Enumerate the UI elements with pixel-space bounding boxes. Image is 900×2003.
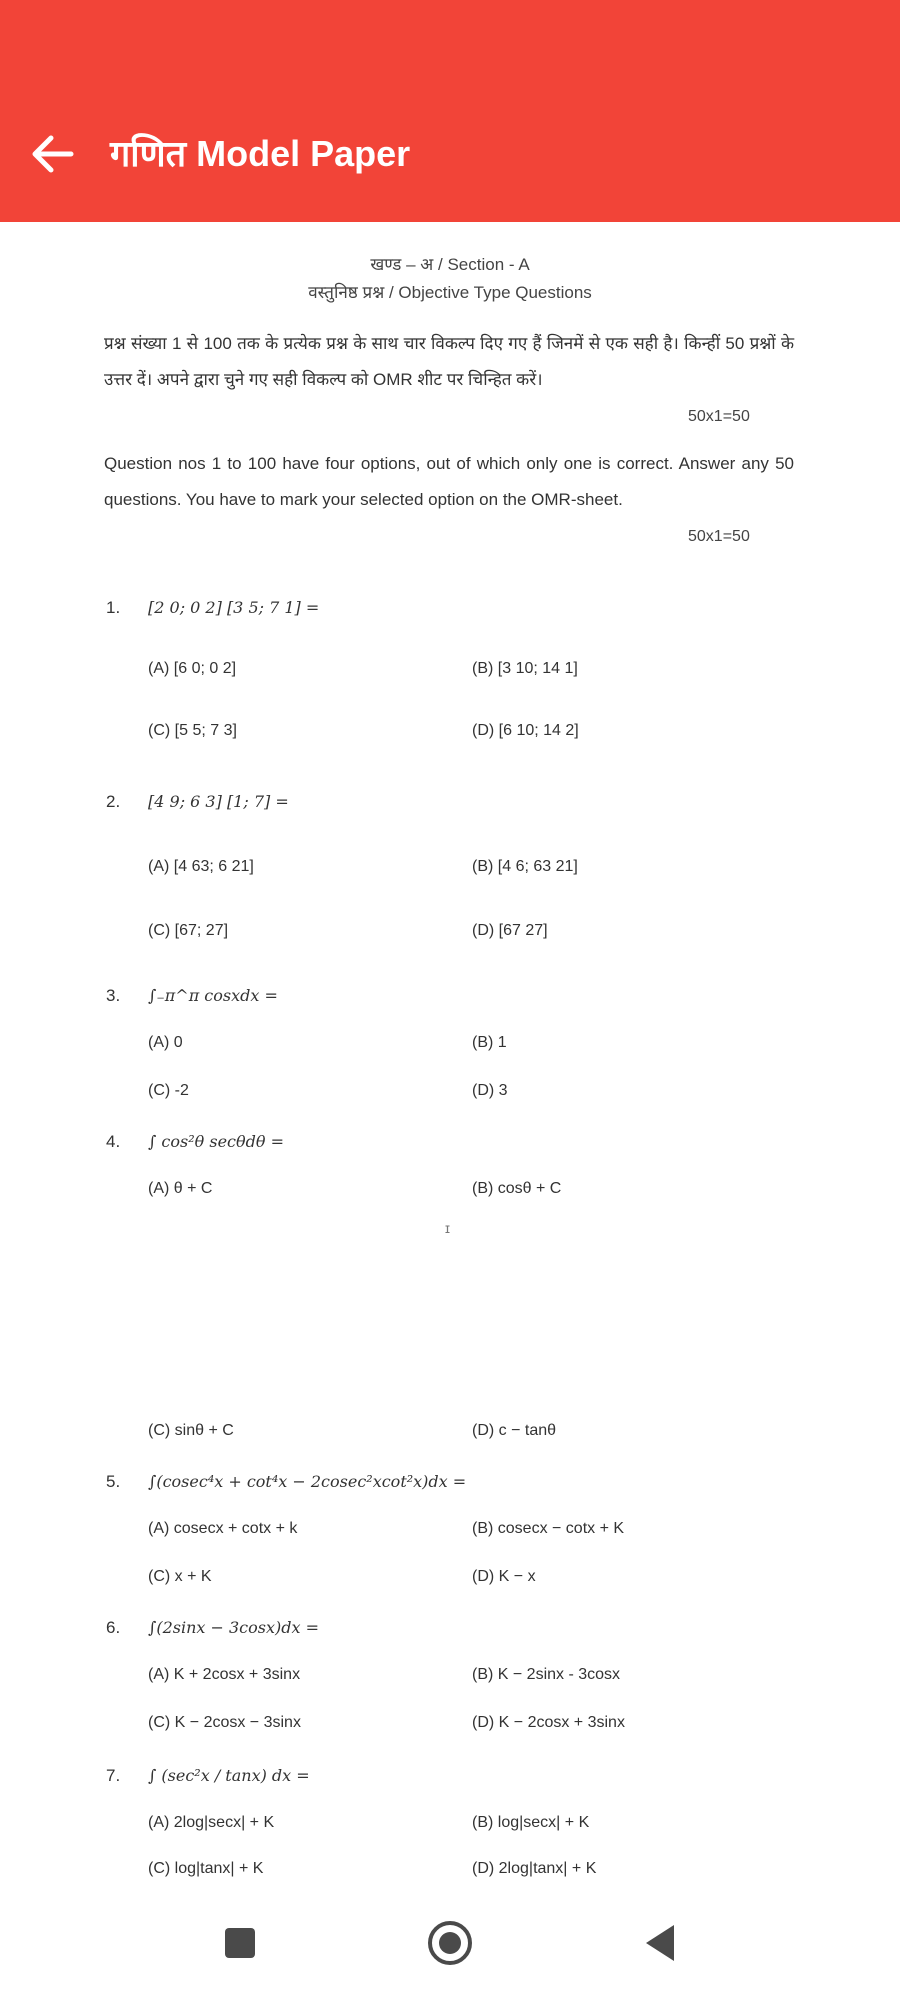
option-a: (A) cosecx + cotx + k — [148, 1520, 298, 1537]
back-button[interactable] — [26, 128, 78, 180]
option-c: (C) -2 — [148, 1082, 189, 1099]
question-text: ∫ (sec²x / tanx) dx = — [148, 1766, 310, 1785]
question-number: 4. — [106, 1132, 121, 1151]
option-d: (D) [6 10; 14 2] — [472, 722, 579, 739]
question-number: 5. — [106, 1472, 121, 1491]
option-c: (C) x + K — [148, 1568, 212, 1585]
question-number: 6. — [106, 1618, 121, 1637]
option-d: (D) 2log|tanx| + K — [472, 1860, 597, 1877]
stray-mark: ɪ — [445, 1220, 450, 1236]
arrow-left-icon — [29, 134, 75, 174]
marks-english: 50x1=50 — [688, 528, 750, 545]
option-c: (C) sinθ + C — [148, 1422, 234, 1439]
question-text: ∫(cosec⁴x + cot⁴x − 2cosec²xcot²x)dx = — [148, 1472, 467, 1491]
option-b: (B) 1 — [472, 1034, 507, 1051]
option-c: (C) [67; 27] — [148, 922, 229, 939]
question-number: 7. — [106, 1766, 121, 1785]
paper-content — [0, 222, 900, 1882]
option-a: (A) K + 2cosx + 3sinx — [148, 1666, 301, 1683]
triangle-back-icon — [642, 1923, 678, 1963]
recents-button[interactable] — [205, 1908, 275, 1978]
home-button[interactable] — [415, 1908, 485, 1978]
option-b: (B) cosecx − cotx + K — [472, 1520, 625, 1537]
question-text: [4 9; 6 3] [1; 7] = — [148, 792, 289, 811]
square-icon — [223, 1926, 257, 1960]
option-b: (B) K − 2sinx - 3cosx — [472, 1666, 621, 1683]
option-a: (A) [4 63; 6 21] — [148, 858, 254, 875]
question-text: ∫ cos²θ secθdθ = — [148, 1132, 284, 1151]
question-number: 2. — [106, 792, 121, 811]
option-b: (B) [3 10; 14 1] — [472, 660, 578, 677]
option-a: (A) 0 — [148, 1034, 183, 1051]
option-b: (B) log|secx| + K — [472, 1814, 590, 1831]
page-title: गणित Model Paper — [110, 133, 411, 174]
app-bar — [0, 0, 900, 222]
system-navigation-bar — [0, 1882, 900, 2003]
question-text: [2 0; 0 2] [3 5; 7 1] = — [148, 598, 320, 617]
section-subheading: वस्तुनिष्ठ प्रश्न / Objective Type Questions — [308, 283, 592, 302]
option-d: (D) K − 2cosx + 3sinx — [472, 1714, 625, 1731]
option-a: (A) [6 0; 0 2] — [148, 660, 237, 677]
option-c: (C) [5 5; 7 3] — [148, 722, 237, 739]
question-number: 1. — [106, 598, 121, 617]
option-c: (C) log|tanx| + K — [148, 1860, 264, 1877]
option-a: (A) θ + C — [148, 1180, 213, 1197]
option-b: (B) cosθ + C — [472, 1180, 562, 1197]
option-d: (D) 3 — [472, 1082, 508, 1099]
back-nav-button[interactable] — [625, 1908, 695, 1978]
question-text: ∫(2sinx − 3cosx)dx = — [148, 1618, 319, 1637]
option-a: (A) 2log|secx| + K — [148, 1814, 275, 1831]
option-c: (C) K − 2cosx − 3sinx — [148, 1714, 301, 1731]
option-d: (D) c − tanθ — [472, 1422, 557, 1439]
instructions-hindi: प्रश्न संख्या 1 से 100 तक के प्रत्येक प्रश्न के साथ चार विकल्प दिए गए हैं जिनमें से एक सही है। किन्हीं 50 प्रश्नों के उत्तर दें। अपने द्वारा चुने गए सही विकल्प को OMR शीट पर चिन्हित करें। — [104, 334, 794, 389]
circle-icon — [426, 1919, 474, 1967]
question-number: 3. — [106, 986, 121, 1005]
option-b: (B) [4 6; 63 21] — [472, 858, 578, 875]
question-text: ∫₋π^π cosxdx = — [148, 986, 278, 1005]
option-d: (D) K − x — [472, 1568, 536, 1585]
section-heading: खण्ड – अ / Section - A — [370, 255, 530, 274]
option-d: (D) [67 27] — [472, 922, 548, 939]
marks-hindi: 50x1=50 — [688, 408, 750, 425]
instructions-english: Question nos 1 to 100 have four options, out of which only one is correct. Answer any 50 questions. You have to mark your selected option on the OMR-sheet. — [104, 454, 794, 509]
